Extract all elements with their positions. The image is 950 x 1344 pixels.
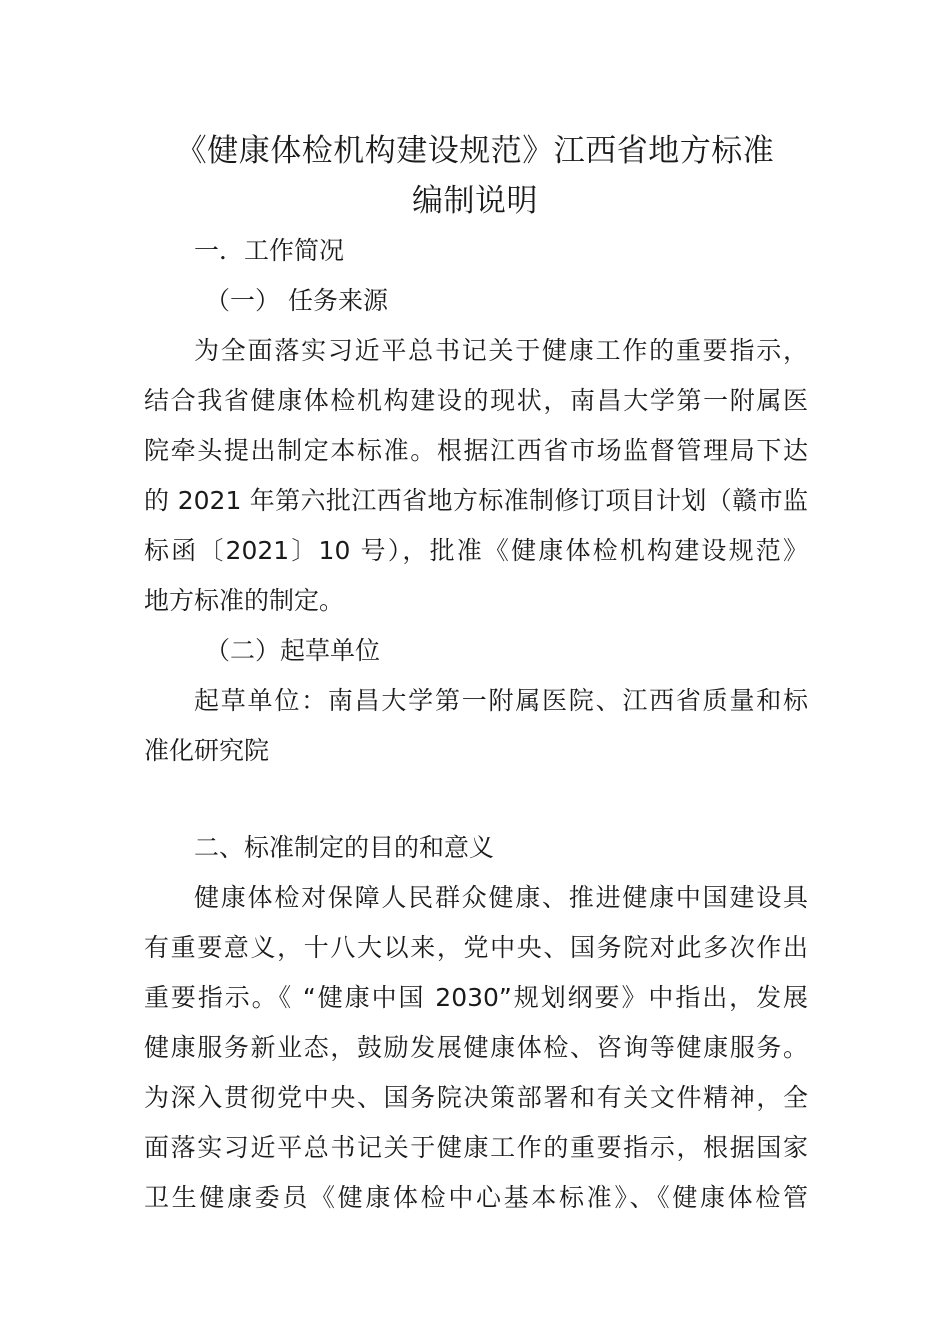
paragraph-line: 起草单位：南昌大学第一附属医院、江西省质量和标	[194, 686, 808, 715]
paragraph-line: 为全面落实习近平总书记关于健康工作的重要指示，	[194, 336, 808, 365]
paragraph-line: 健康服务新业态，鼓励发展健康体检、咨询等健康服务。	[144, 1033, 808, 1062]
paragraph-line: 健康体检对保障人民群众健康、推进健康中国建设具	[194, 883, 808, 912]
document-title-line-2: 编制说明	[412, 183, 538, 219]
section-2-heading: 二、标准制定的目的和意义	[194, 833, 495, 862]
paragraph-line: 院牵头提出制定本标准。根据江西省市场监督管理局下达	[144, 436, 808, 465]
paragraph-line: 卫生健康委员《健康体检中心基本标准》、《健康体检管	[144, 1183, 808, 1212]
section-1-sub-2-heading: （二）起草单位	[205, 636, 381, 665]
section-1-sub-1-heading: （一） 任务来源	[205, 286, 388, 315]
section-1-heading: 一．工作简况	[194, 236, 345, 265]
paragraph-line: 地方标准的制定。	[144, 586, 345, 615]
paragraph-line: 面落实习近平总书记关于健康工作的重要指示，根据国家	[144, 1133, 808, 1162]
paragraph-line: 有重要意义，十八大以来，党中央、国务院对此多次作出	[144, 933, 808, 962]
paragraph-line: 准化研究院	[144, 736, 270, 765]
document-title-line-1: 《健康体检机构建设规范》江西省地方标准	[175, 133, 775, 169]
paragraph-line: 重要指示。《 “健康中国 2030”规划纲要》中指出，发展	[144, 983, 808, 1012]
paragraph-line: 为深入贯彻党中央、国务院决策部署和有关文件精神，全	[144, 1083, 808, 1112]
paragraph-line: 结合我省健康体检机构建设的现状，南昌大学第一附属医	[144, 386, 808, 415]
paragraph-line: 的 2021 年第六批江西省地方标准制修订项目计划（赣市监	[144, 486, 808, 515]
paragraph-line: 标函〔2021〕10 号），批准《健康体检机构建设规范》	[144, 536, 808, 565]
